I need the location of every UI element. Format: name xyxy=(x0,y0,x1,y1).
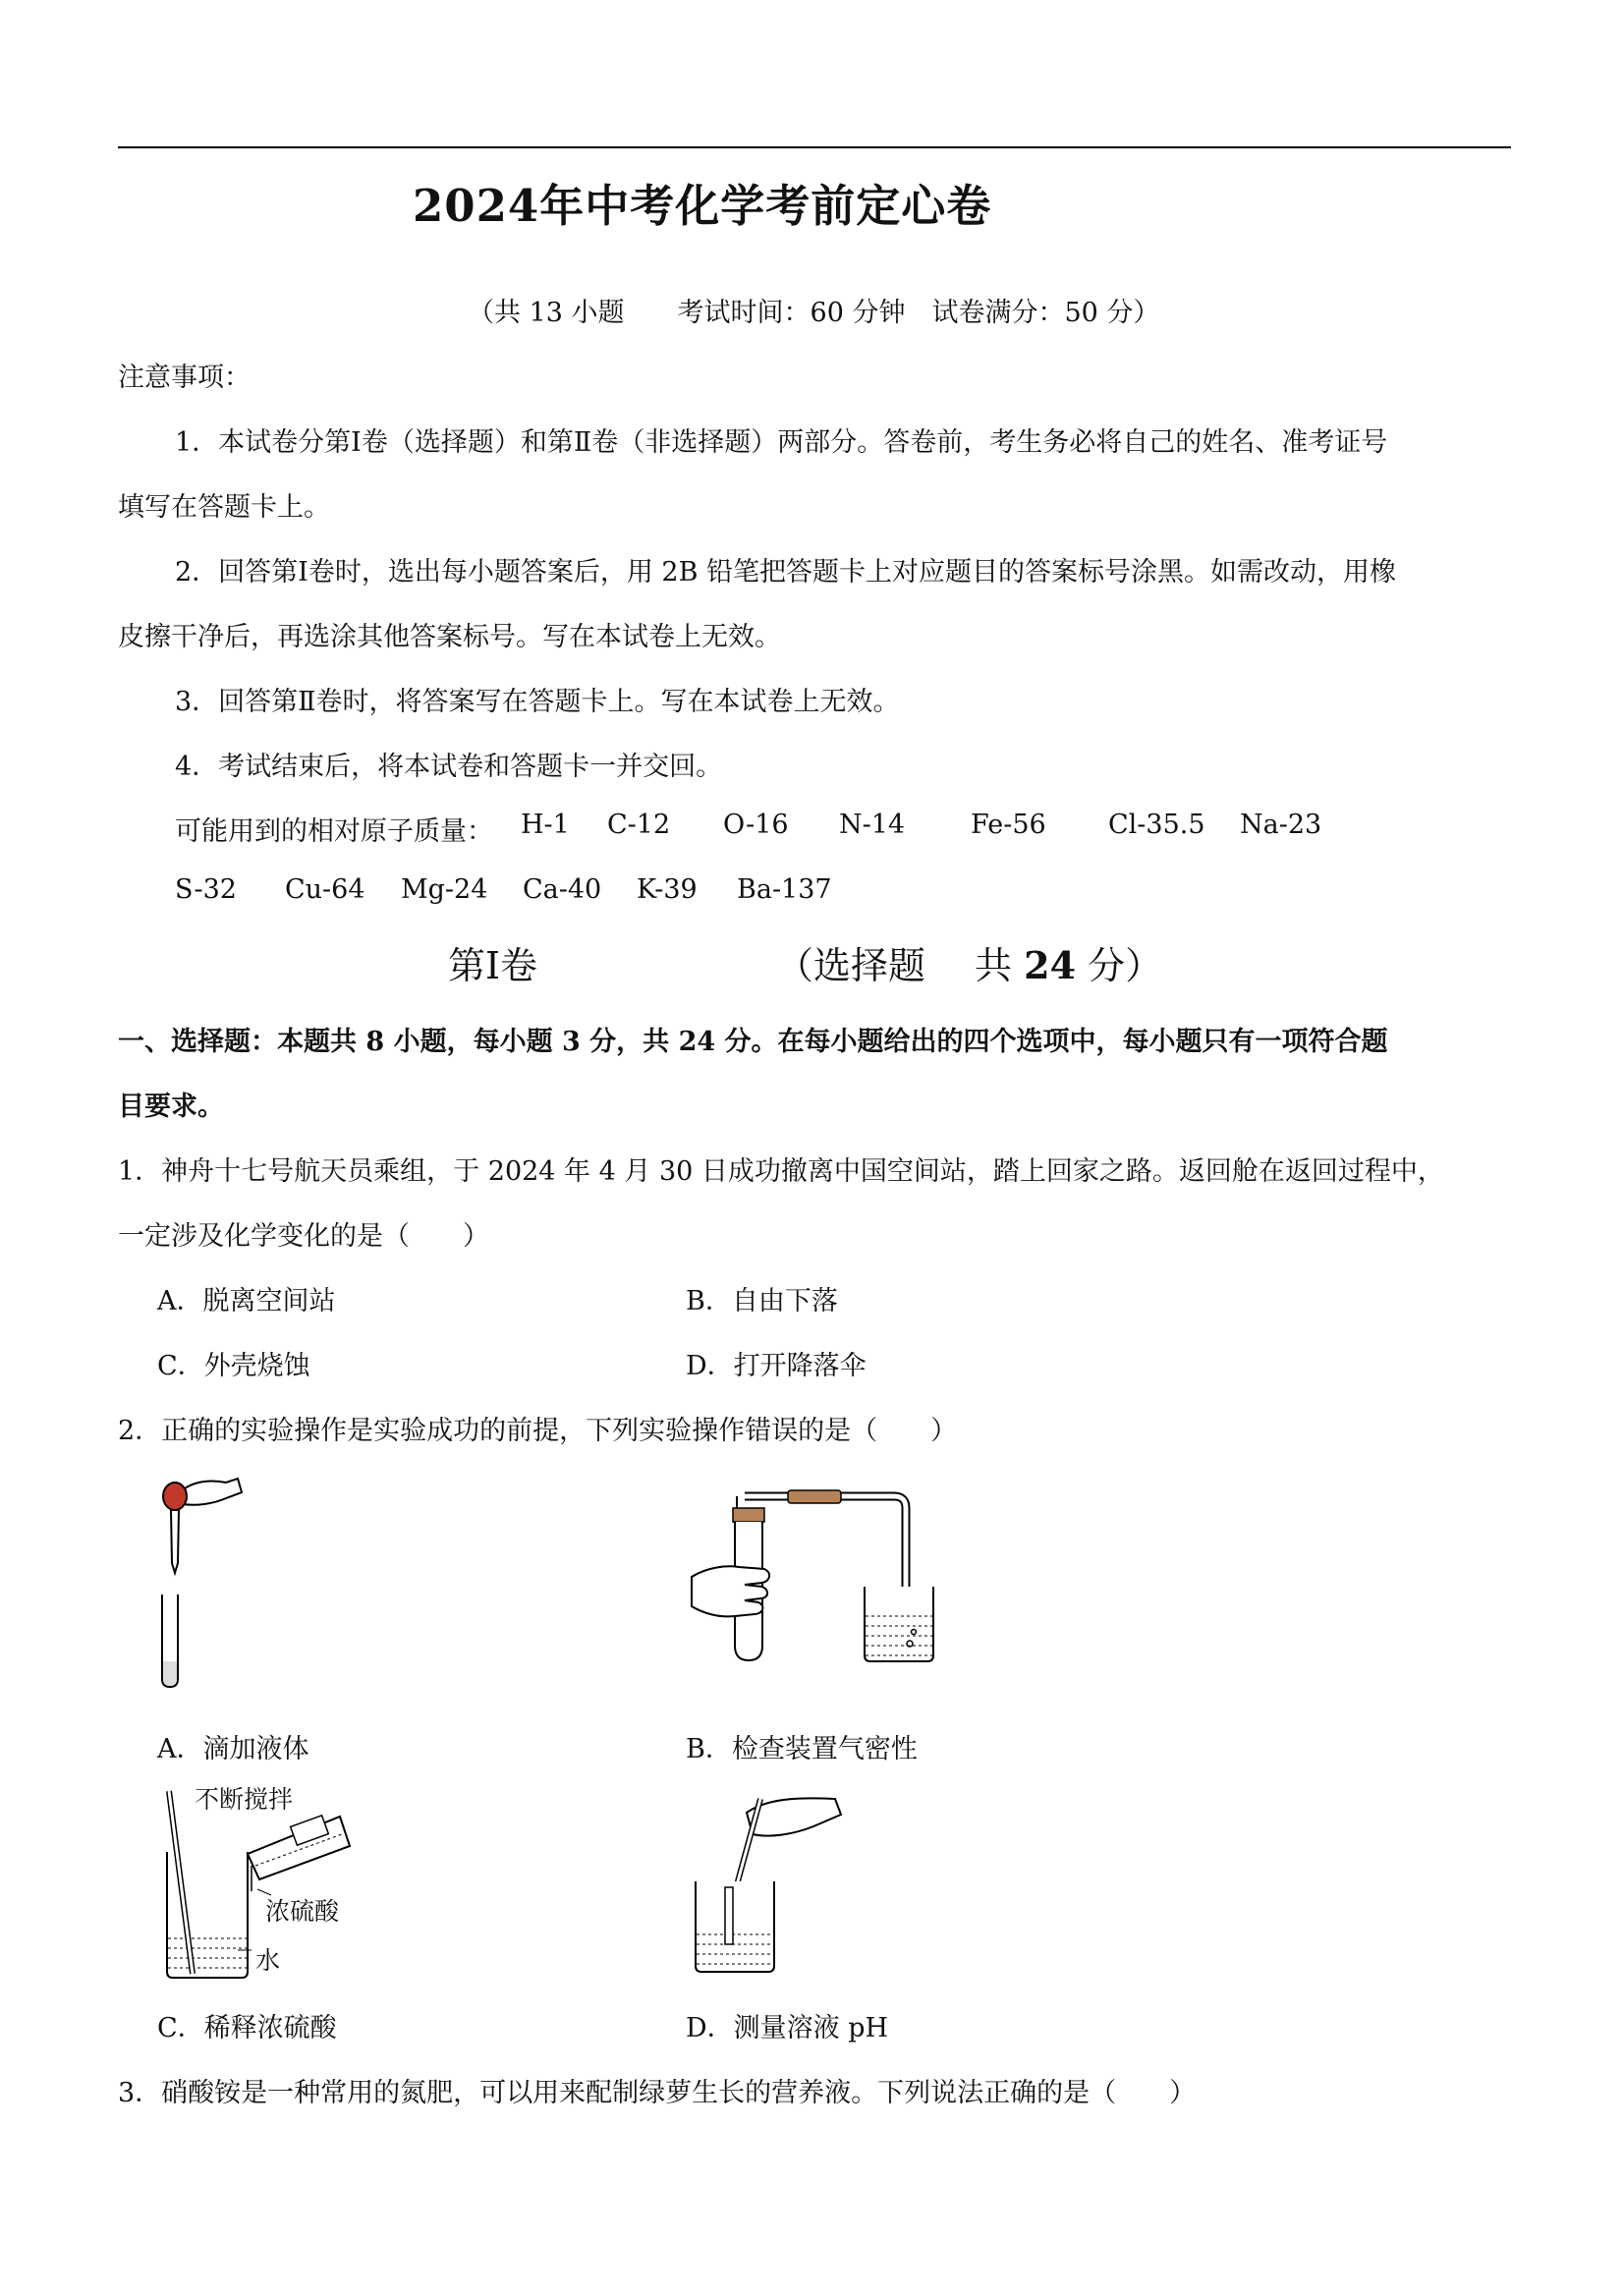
dropper-figure xyxy=(147,1469,246,1695)
q1-option-b: B．自由下落 xyxy=(686,1286,838,1316)
atomic-mass-label: 可能用到的相对原子质量： xyxy=(175,816,493,847)
atomic-mass-cu: Cu-64 xyxy=(285,874,365,905)
note-1-line-1: 1．本试卷分第Ⅰ卷（选择题）和第Ⅱ卷（非选择题）两部分。答卷前，考生务必将自己的姓名、准考证号 xyxy=(175,427,1388,458)
top-rule xyxy=(118,146,1511,148)
q1-stem-line-2: 一定涉及化学变化的是（ ） xyxy=(118,1221,489,1252)
dropper-bulb xyxy=(163,1483,187,1510)
section-score: 24 xyxy=(1024,943,1077,987)
test-tube-liquid xyxy=(163,1661,177,1686)
beaker-b xyxy=(865,1587,933,1661)
label-water: 水 xyxy=(255,1946,281,1975)
atomic-mass-h: H-1 xyxy=(521,810,570,840)
exam-subtitle: （共 13 小题 考试时间：60 分钟 试卷满分：50 分） xyxy=(468,298,1160,328)
rubber-tube xyxy=(788,1490,841,1503)
ph-figure xyxy=(688,1793,845,1980)
atomic-mass-cl: Cl-35.5 xyxy=(1108,810,1205,840)
exam-title: 2024年中考化学考前定心卷 xyxy=(413,180,992,232)
q2-option-a: A．滴加液体 xyxy=(157,1734,309,1764)
q2-option-c: C．稀释浓硫酸 xyxy=(157,2013,337,2044)
note-4: 4．考试结束后，将本试卷和答题卡一并交回。 xyxy=(175,752,723,782)
section-instruction-line-2: 目要求。 xyxy=(118,1092,224,1122)
airtightness-figure xyxy=(688,1488,943,1670)
atomic-mass-n: N-14 xyxy=(839,810,906,840)
note-3: 3．回答第Ⅱ卷时，将答案写在答题卡上。写在本试卷上无效。 xyxy=(175,687,900,717)
atomic-mass-s: S-32 xyxy=(175,874,237,905)
atomic-mass-c: C-12 xyxy=(607,810,671,840)
label-concentrated-acid: 浓硫酸 xyxy=(265,1897,340,1926)
q2-stem: 2．正确的实验操作是实验成功的前提，下列实验操作错误的是（ ） xyxy=(118,1416,958,1446)
note-2-line-2: 皮擦干净后，再选涂其他答案标号。写在本试卷上无效。 xyxy=(118,622,781,652)
dropper-tube xyxy=(171,1510,179,1573)
section-instruction-line-1: 一、选择题：本题共 8 小题，每小题 3 分，共 24 分。在每小题给出的四个选项中，每小题只有一项符合题 xyxy=(118,1027,1388,1057)
note-1-line-2: 填写在答题卡上。 xyxy=(118,492,330,523)
q3-stem: 3．硝酸铵是一种常用的氮肥，可以用来配制绿萝生长的营养液。下列说法正确的是（ ） xyxy=(118,2078,1197,2108)
section-subtitle-a: （选择题 共 xyxy=(776,944,1025,987)
section-subtitle-b: 分） xyxy=(1076,944,1163,987)
atomic-mass-mg: Mg-24 xyxy=(401,874,488,905)
q1-option-c: C．外壳烧蚀 xyxy=(157,1351,310,1381)
stopper xyxy=(733,1508,764,1522)
atomic-mass-o: O-16 xyxy=(723,810,789,840)
note-2-line-1: 2．回答第Ⅰ卷时，选出每小题答案后，用 2B 铅笔把答题卡上对应题目的答案标号涂黑。如需改动，用橡 xyxy=(175,557,1397,588)
q1-option-a: A．脱离空间站 xyxy=(157,1286,336,1316)
section-subtitle xyxy=(776,935,1162,989)
q2-option-b: B．检查装置气密性 xyxy=(686,1734,918,1764)
atomic-mass-k: K-39 xyxy=(637,874,698,905)
atomic-mass-fe: Fe-56 xyxy=(971,810,1046,840)
hand-holding-tube xyxy=(692,1566,769,1616)
q1-option-d: D．打开降落伞 xyxy=(686,1351,867,1381)
q1-stem-line-1: 1．神舟十七号航天员乘组，于 2024 年 4 月 30 日成功撤离中国空间站，踏上回家之路。返回舱在返回过程中， xyxy=(118,1156,1444,1187)
ph-paper xyxy=(725,1887,733,1944)
atomic-mass-ca: Ca-40 xyxy=(523,874,602,905)
q2-option-d: D．测量溶液 pH xyxy=(686,2013,889,2044)
atomic-mass-ba: Ba-137 xyxy=(737,874,832,905)
atomic-mass-na: Na-23 xyxy=(1240,810,1322,840)
label-stirring: 不断搅拌 xyxy=(195,1785,294,1814)
notes-heading: 注意事项： xyxy=(118,363,251,393)
beaker-d xyxy=(696,1881,774,1972)
section-title: 第Ⅰ卷 xyxy=(448,944,538,987)
